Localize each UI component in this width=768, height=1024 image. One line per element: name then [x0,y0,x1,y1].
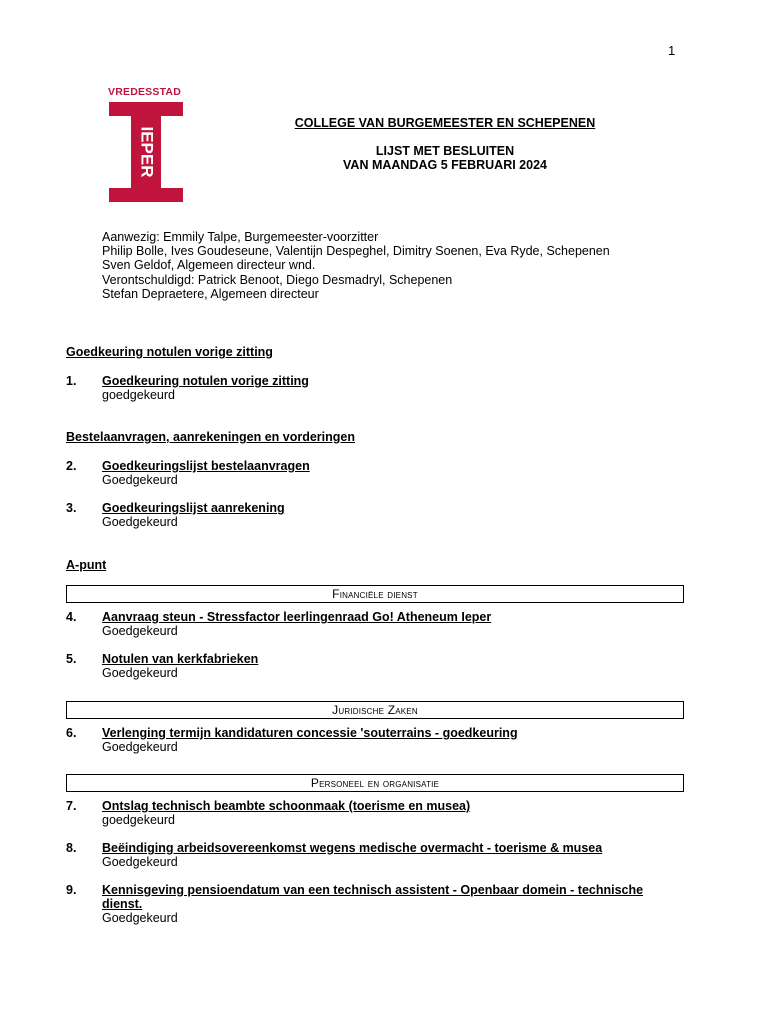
department-label: Financiële dienst [332,587,418,601]
document-title: COLLEGE VAN BURGEMEESTER EN SCHEPENEN [294,116,596,130]
item-number: 1. [66,374,77,388]
department-personeel-en-organisatie [66,774,684,792]
item-title: Beëindiging arbeidsovereenkomst wegens medische overmacht - toerisme & musea [102,841,603,855]
item-number: 3. [66,501,77,515]
item-number: 4. [66,610,77,624]
attendance-line: Philip Bolle, Ives Goudeseune, Valentijn Despeghel, Dimitry Soenen, Eva Ryde, Schepenen [102,244,610,259]
item-status: Goedgekeurd [102,911,178,925]
section-heading-bestelaanvragen: Bestelaanvragen, aanrekeningen en vorderingen [66,430,355,444]
ieper-logo-mark-icon [109,102,183,202]
item-number: 6. [66,726,77,740]
item-number: 9. [66,883,77,897]
item-title: Goedkeuringslijst bestelaanvragen [102,459,310,473]
agenda-item [66,841,686,869]
item-number: 7. [66,799,77,813]
item-title: Verlenging termijn kandidaturen concessie 'souterrains - goedkeuring [102,726,518,740]
item-status: Goedgekeurd [102,666,178,680]
subtitle-line-1: LIJST MET BESLUITEN [375,144,515,158]
attendance-line: Verontschuldigd: Patrick Benoot, Diego Desmadryl, Schepenen [102,272,453,287]
item-status: Goedgekeurd [102,624,178,638]
city-logo [106,86,186,202]
agenda-item [66,374,686,402]
subtitle-line-2: VAN MAANDAG 5 FEBRUARI 2024 [343,158,547,172]
section-heading-a-punt: A-punt [66,558,107,572]
item-title: Aanvraag steun - Stressfactor leerlingenraad Go! Atheneum Ieper [102,610,492,624]
item-status: goedgekeurd [102,388,175,402]
logo-mark-text: IEPER [137,126,157,178]
item-number: 5. [66,652,77,666]
department-label: Personeel en organisatie [310,776,440,790]
agenda-item [66,726,686,754]
item-title: Goedkeuringslijst aanrekening [102,501,285,515]
logo-top-text: VREDESSTAD [108,86,181,98]
attendance-line: Aanwezig: Emmily Talpe, Burgemeester-voorzitter [102,230,379,244]
item-status: Goedgekeurd [102,515,178,529]
agenda-item [66,652,686,680]
agenda-item [66,501,686,529]
item-status: Goedgekeurd [102,855,178,869]
item-number: 8. [66,841,77,855]
department-juridische-zaken [66,701,684,719]
department-financiele-dienst [66,585,684,603]
agenda-item [66,459,686,487]
item-title: Ontslag technisch beambte schoonmaak (toerisme en musea) [102,799,471,813]
department-label: Juridische Zaken [332,703,418,717]
page-number: 1 [668,43,676,58]
agenda-item [66,799,686,827]
item-status: Goedgekeurd [102,473,178,487]
item-number: 2. [66,459,77,473]
item-status: Goedgekeurd [102,740,178,754]
item-status: goedgekeurd [102,813,175,827]
attendance-block [102,230,610,301]
section-heading-notulen: Goedkeuring notulen vorige zitting [66,345,273,359]
item-title: Notulen van kerkfabrieken [102,652,259,666]
item-title: Kennisgeving pensioendatum van een technisch assistent - Openbaar domein - technische dienst. [102,883,644,911]
item-title: Goedkeuring notulen vorige zitting [102,374,309,388]
agenda-item [66,610,686,638]
attendance-line: Sven Geldof, Algemeen directeur wnd. [102,258,316,273]
document-subtitle [220,144,670,172]
agenda-item [66,883,686,925]
attendance-line: Stefan Depraetere, Algemeen directeur [102,286,319,301]
